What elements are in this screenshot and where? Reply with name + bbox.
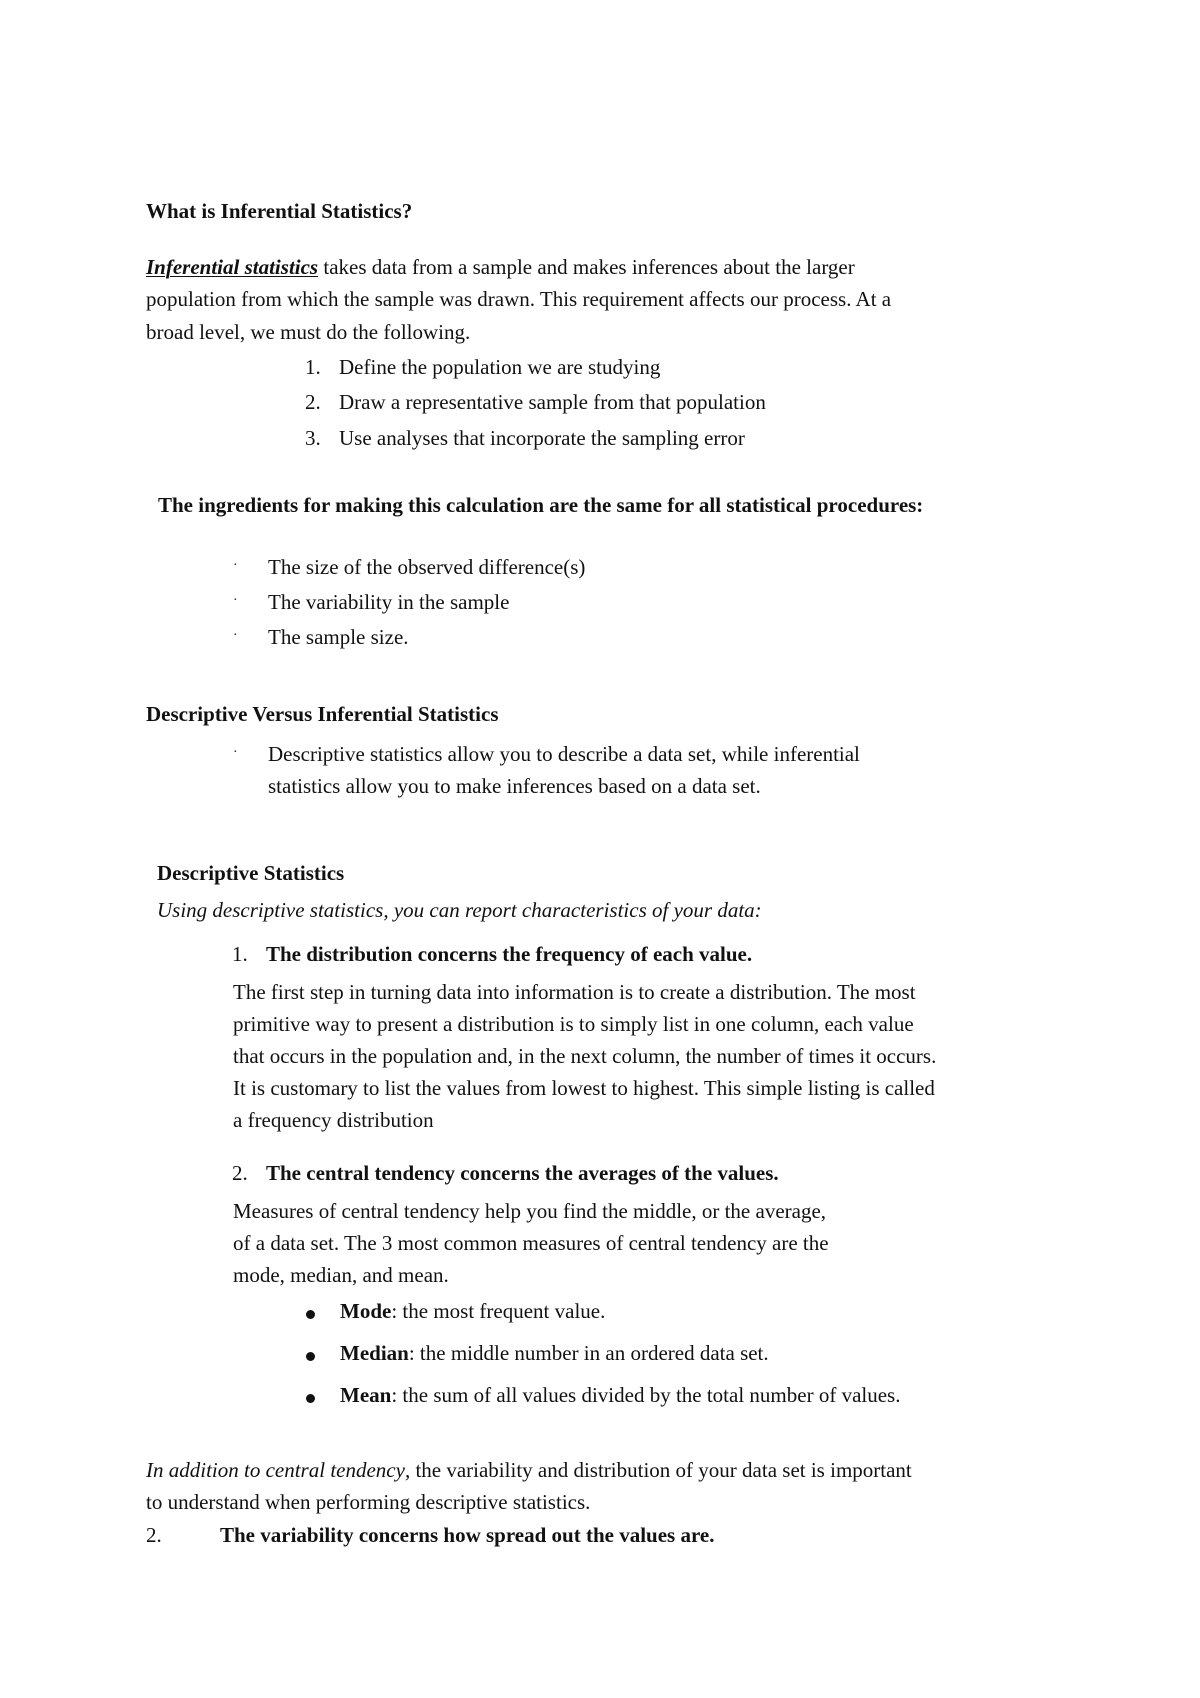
addition-line-2: to understand when performing descriptive statistics. — [146, 1490, 591, 1514]
point-number: 2. — [146, 1523, 162, 1547]
measure-desc: : the middle number in an ordered data set. — [408, 1341, 769, 1365]
bullet-icon — [306, 1394, 315, 1403]
point-number: 1. — [232, 942, 248, 966]
step-number: 2. — [305, 390, 321, 414]
measure-desc: : the most frequent value. — [391, 1299, 606, 1323]
addition-line-1 — [146, 1459, 912, 1482]
step-number: 3. — [305, 426, 321, 450]
bullet-icon: · — [233, 558, 238, 573]
point-central-tendency-title — [232, 1162, 779, 1185]
step-text: Use analyses that incorporate the sampling error — [339, 426, 745, 450]
ingredient-item: The variability in the sample — [268, 590, 510, 614]
distribution-line: that occurs in the population and, in the next column, the number of times it occurs. — [233, 1044, 937, 1068]
point-distribution-title — [232, 943, 752, 966]
distribution-line: The first step in turning data into information is to create a distribution. The most — [233, 980, 916, 1004]
step-text: Draw a representative sample from that population — [339, 390, 766, 414]
central-tendency-line: Measures of central tendency help you find the middle, or the average, — [233, 1199, 827, 1223]
intro-line-1 — [146, 256, 855, 279]
measure-term: Mode — [340, 1299, 392, 1323]
descriptive-subtitle: Using descriptive statistics, you can report characteristics of your data: — [157, 898, 762, 922]
comparison-line-2: statistics allow you to make inferences based on a data set. — [268, 774, 761, 798]
distribution-line: primitive way to present a distribution is to simply list in one column, each value — [233, 1012, 914, 1036]
distribution-line: It is customary to list the values from lowest to highest. This simple listing is called — [233, 1076, 935, 1100]
step-item — [305, 427, 745, 450]
measure-term: Mean — [340, 1383, 392, 1407]
bullet-icon — [306, 1352, 315, 1361]
addition-italic: In addition to central tendency — [146, 1458, 405, 1482]
point-title: The distribution concerns the frequency of each value. — [266, 942, 753, 966]
heading-descriptive-vs-inferential: Descriptive Versus Inferential Statistics — [146, 702, 499, 726]
bullet-icon: · — [233, 593, 238, 608]
step-item — [305, 391, 766, 414]
bullet-icon — [306, 1310, 315, 1319]
heading-ingredients: The ingredients for making this calculation are the same for all statistical procedures: — [158, 493, 924, 517]
bullet-icon: · — [233, 745, 238, 760]
heading-descriptive-statistics: Descriptive Statistics — [157, 861, 345, 885]
measure-desc: : the sum of all values divided by the total number of values. — [391, 1383, 901, 1407]
step-item — [305, 356, 660, 379]
point-title: The variability concerns how spread out the values are. — [220, 1523, 715, 1547]
inferential-statistics-term: Inferential statistics — [146, 255, 319, 279]
ingredient-item: The sample size. — [268, 625, 409, 649]
step-number: 1. — [305, 355, 321, 379]
measure-item — [340, 1342, 769, 1365]
addition-rest: , the variability and distribution of your data set is important — [404, 1458, 912, 1482]
comparison-line-1: Descriptive statistics allow you to describe a data set, while inferential — [268, 742, 860, 766]
measure-item — [340, 1300, 605, 1323]
intro-line-2: population from which the sample was drawn. This requirement affects our process. At a — [146, 287, 892, 311]
measure-term: Median — [340, 1341, 409, 1365]
distribution-line: a frequency distribution — [233, 1108, 434, 1132]
central-tendency-line: of a data set. The 3 most common measures of central tendency are the — [233, 1231, 829, 1255]
intro-line-1-rest: takes data from a sample and makes inferences about the larger — [318, 255, 855, 279]
point-title: The central tendency concerns the averages of the values. — [266, 1161, 779, 1185]
intro-line-3: broad level, we must do the following. — [146, 320, 471, 344]
measure-item — [340, 1384, 900, 1407]
heading-inferential-statistics: What is Inferential Statistics? — [146, 199, 413, 223]
bullet-icon: · — [233, 628, 238, 643]
central-tendency-line: mode, median, and mean. — [233, 1263, 449, 1287]
step-text: Define the population we are studying — [339, 355, 661, 379]
point-number: 2. — [232, 1161, 248, 1185]
ingredient-item: The size of the observed difference(s) — [268, 555, 586, 579]
point-variability-title — [146, 1524, 714, 1547]
